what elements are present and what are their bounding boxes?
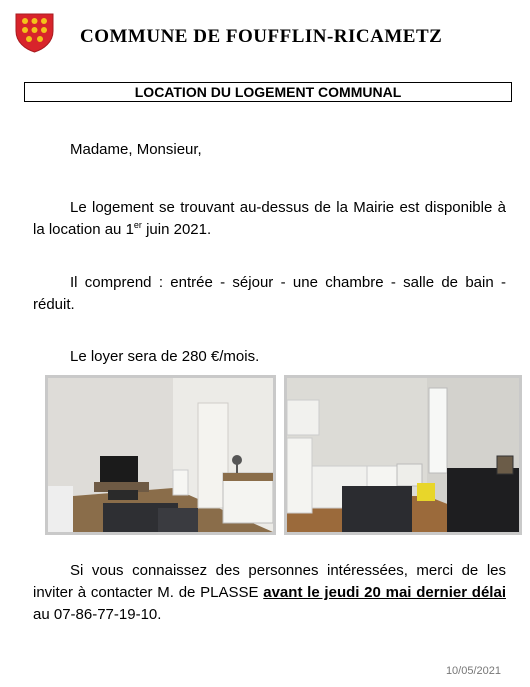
contact-paragraph: Si vous connaissez des personnes intéressées, merci de les inviter à contacter M. de PLASSE avant le jeudi 20 mai dernier délai au 07-86-77-19-10. [33,562,506,623]
commune-name: COMMUNE DE FOUFFLIN-RICAMETZ [80,26,443,47]
kitchen-photo [284,375,522,535]
coat-of-arms-logo [13,11,56,54]
greeting: Madame, Monsieur, [70,141,202,158]
document-date: 10/05/2021 [445,665,501,677]
rent-paragraph: Le loyer sera de 280 €/mois. [70,348,260,365]
deadline-highlight: avant le jeudi 20 mai dernier délai [263,584,506,601]
availability-paragraph: Le logement se trouvant au-dessus de la Mairie est disponible à la location au 1er juin 2021. [33,199,506,238]
rooms-paragraph: Il comprend : entrée - séjour - une chambre - salle de bain - réduit. [33,274,506,313]
document-title: LOCATION DU LOGEMENT COMMUNAL [24,82,512,102]
living-room-photo [45,375,276,535]
